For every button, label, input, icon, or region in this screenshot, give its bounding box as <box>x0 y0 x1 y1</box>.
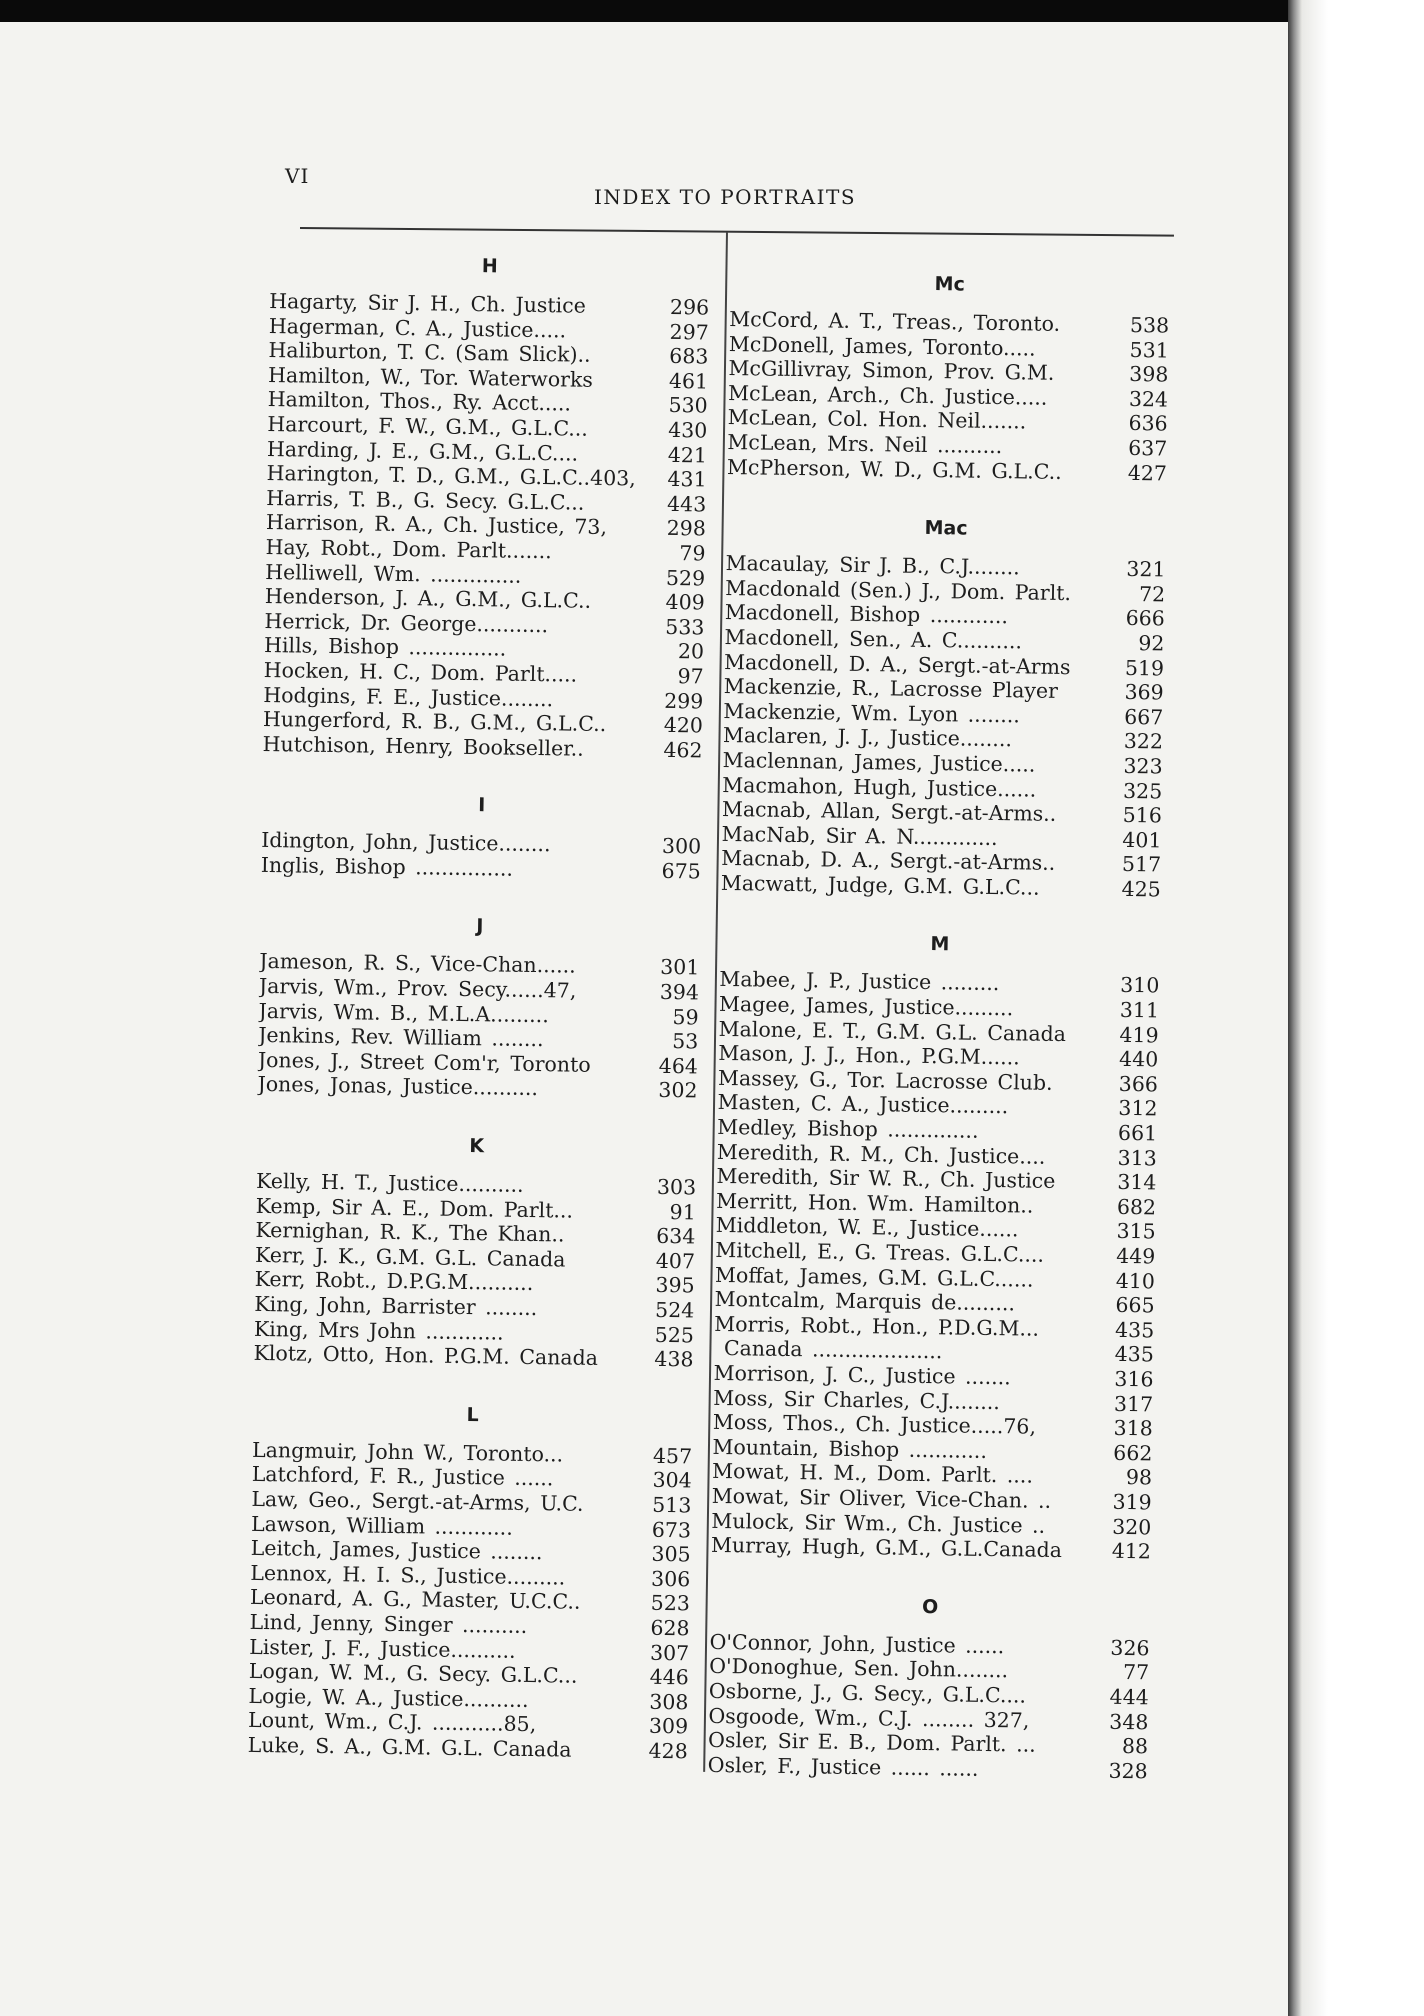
entry-name: Kerr, Robt., D.P.G.M.......... <box>254 1267 534 1296</box>
entry-name: McLean, Col. Hon. Neil....... <box>727 405 1027 434</box>
entry-page-number: 407 <box>655 1248 696 1274</box>
index-entry <box>262 732 702 763</box>
entry-name: Osler, Sir E. B., Dom. Parlt. ... <box>707 1727 1036 1757</box>
section-letter-heading: K <box>469 1135 485 1158</box>
entry-page-number: 395 <box>655 1273 695 1298</box>
entry-name: Mitchell, E., G. Treas. G.L.C.... <box>715 1237 1045 1267</box>
entry-page-number: 462 <box>663 737 703 763</box>
entry-page-number: 457 <box>652 1443 693 1469</box>
entry-page-number: 661 <box>1117 1120 1158 1146</box>
entry-name: Mackenzie, Wm. Lyon ........ <box>723 698 1021 728</box>
entry-name: Mason, J. J., Hon., P.G.M...... <box>718 1041 1020 1070</box>
scan-top-band <box>0 0 1424 22</box>
entry-name: Kelly, H. T., Justice.......... <box>255 1168 524 1197</box>
entry-name: Morrison, J. C., Justice ....... <box>713 1360 1011 1390</box>
entry-page-number: 428 <box>648 1738 688 1764</box>
entry-name: King, John, Barrister ........ <box>254 1291 538 1321</box>
entry-name: Osgoode, Wm., C.J. ........ 327, <box>708 1703 1030 1733</box>
index-section <box>708 1588 1151 1784</box>
entry-name: Mabee, J. P., Justice ......... <box>719 967 1000 996</box>
entry-page-number: 304 <box>652 1468 692 1493</box>
entry-name: Logan, W. M., G. Secy. G.L.C... <box>248 1658 578 1688</box>
entry-page-number: 20 <box>677 639 705 664</box>
entry-page-number: 401 <box>1122 827 1162 853</box>
entry-name: McPherson, W. D., G.M. G.L.C.. <box>726 454 1062 484</box>
entry-name: Hamilton, W., Tor. Waterworks <box>267 362 594 392</box>
entry-name: O'Connor, John, Justice ...... <box>709 1629 1005 1658</box>
entry-name: Moss, Thos., Ch. Justice.....76, <box>712 1410 1037 1439</box>
entry-page-number: 665 <box>1115 1293 1155 1318</box>
entry-name: Harding, J. E., G.M., G.L.C.... <box>266 436 579 466</box>
entry-page-number: 431 <box>667 467 707 492</box>
entry-page-number: 348 <box>1109 1709 1149 1734</box>
entry-name: Idington, John, Justice........ <box>261 828 551 857</box>
entry-page-number: 318 <box>1113 1415 1153 1441</box>
section-letter-heading: H <box>481 255 498 278</box>
entry-name: Osborne, J., G. Secy., G.L.C.... <box>708 1678 1027 1708</box>
entry-page-number: 667 <box>1124 704 1164 730</box>
entry-page-number: 409 <box>665 590 705 615</box>
left-column <box>247 247 710 1794</box>
entry-page-number: 319 <box>1112 1489 1152 1515</box>
entry-name: Jones, J., Street Com'r, Toronto <box>257 1047 591 1077</box>
entry-name: Hay, Robt., Dom. Parlt....... <box>265 534 552 564</box>
entry-page-number: 634 <box>656 1224 696 1249</box>
entry-page-number: 312 <box>1118 1096 1158 1121</box>
index-entry <box>708 1753 1148 1784</box>
entry-page-number: 427 <box>1127 460 1168 486</box>
entry-page-number: 683 <box>669 344 709 369</box>
entry-page-number: 516 <box>1122 802 1163 828</box>
entry-page-number: 314 <box>1117 1170 1157 1195</box>
entry-name: Kemp, Sir A. E., Dom. Parlt... <box>255 1193 574 1223</box>
index-section <box>253 1127 696 1372</box>
entry-page-number: 98 <box>1125 1465 1153 1490</box>
entry-page-number: 519 <box>1124 655 1165 681</box>
entry-name: Haliburton, T. C. (Sam Slick).. <box>268 338 591 367</box>
entry-page-number: 301 <box>660 955 700 980</box>
entry-name: Macnab, D. A., Sergt.-at-Arms.. <box>721 846 1056 876</box>
index-section <box>262 247 710 763</box>
entry-name: Jenkins, Rev. William ........ <box>258 1023 544 1052</box>
entry-page-number: 410 <box>1115 1268 1156 1294</box>
entry-page-number: 77 <box>1122 1660 1150 1685</box>
entry-name: Meredith, R. M., Ch. Justice.... <box>716 1139 1046 1169</box>
entry-page-number: 449 <box>1116 1243 1156 1269</box>
entry-page-number: 524 <box>654 1297 695 1323</box>
entry-name: Henderson, J. A., G.M., G.L.C.. <box>264 584 592 613</box>
entry-name: McDonell, James, Toronto..... <box>728 331 1036 361</box>
page-folio: VI <box>285 164 310 188</box>
entry-name: Lawson, William ............ <box>250 1511 514 1540</box>
entry-page-number: 298 <box>666 516 707 541</box>
entry-name: Langmuir, John W., Toronto... <box>251 1437 564 1467</box>
entry-name: Hagarty, Sir J. H., Ch. Justice <box>269 288 586 318</box>
entry-name: Lind, Jenny, Singer .......... <box>249 1609 528 1638</box>
entry-name: Helliwell, Wm. .............. <box>265 559 522 588</box>
entry-page-number: 310 <box>1120 973 1160 998</box>
entry-page-number: 444 <box>1109 1684 1149 1710</box>
entry-name: Mulock, Sir Wm., Ch. Justice .. <box>711 1508 1046 1538</box>
entry-name: Lount, Wm., C.J. ...........85, <box>247 1708 537 1737</box>
section-letter-heading: I <box>478 794 486 817</box>
entry-page-number: 461 <box>668 368 709 394</box>
entry-page-number: 662 <box>1113 1440 1153 1466</box>
entry-name: Merritt, Hon. Wm. Hamilton.. <box>715 1188 1034 1218</box>
entry-name: MacNab, Sir A. N............. <box>721 821 998 850</box>
entry-page-number: 306 <box>650 1566 691 1592</box>
index-entry <box>727 455 1167 486</box>
entry-name: Hamilton, Thos., Ry. Acct..... <box>267 387 572 416</box>
entry-name: Latchford, F. R., Justice ...... <box>251 1462 554 1491</box>
entry-name: Canada .................... <box>723 1336 943 1364</box>
entry-page-number: 666 <box>1125 606 1165 631</box>
entry-name: Law, Geo., Sergt.-at-Arms, U.C. <box>251 1486 584 1516</box>
entry-page-number: 637 <box>1128 435 1168 461</box>
entry-name: Mackenzie, R., Lacrosse Player <box>723 674 1059 704</box>
entry-page-number: 326 <box>1110 1635 1150 1661</box>
index-entry <box>257 1072 697 1103</box>
entry-page-number: 420 <box>663 712 704 738</box>
running-head: INDEX TO PORTRAITS <box>594 185 857 209</box>
entry-name: Lister, J. F., Justice.......... <box>249 1634 516 1663</box>
page-edge-shadow <box>1288 0 1424 2016</box>
entry-page-number: 369 <box>1124 680 1164 705</box>
entry-name: Lennox, H. I. S., Justice......... <box>250 1560 566 1590</box>
entry-page-number: 297 <box>669 319 709 345</box>
entry-page-number: 412 <box>1111 1538 1152 1564</box>
entry-name: McGillivray, Simon, Prov. G.M. <box>728 356 1055 386</box>
index-entry <box>248 1733 688 1764</box>
entry-name: Leonard, A. G., Master, U.C.C.. <box>249 1585 581 1615</box>
entry-page-number: 307 <box>649 1640 690 1665</box>
entry-name: McCord, A. T., Treas., Toronto. <box>729 306 1061 336</box>
index-section <box>721 509 1167 902</box>
entry-name: Harris, T. B., G. Secy. G.L.C... <box>266 485 585 515</box>
entry-page-number: 320 <box>1112 1514 1152 1539</box>
entry-page-number: 446 <box>649 1664 690 1690</box>
entry-page-number: 300 <box>661 834 702 859</box>
entry-name: Macdonell, Bishop ............ <box>724 600 1009 629</box>
entry-page-number: 513 <box>652 1492 692 1518</box>
entry-name: Masten, C. A., Justice......... <box>717 1090 1009 1119</box>
entry-page-number: 673 <box>651 1517 692 1542</box>
entry-page-number: 366 <box>1118 1071 1159 1097</box>
entry-page-number: 464 <box>658 1053 699 1079</box>
entry-name: McLean, Mrs. Neil .......... <box>727 429 1003 459</box>
index-page <box>0 22 1288 2016</box>
entry-name: Macdonell, D. A., Sergt.-at-Arms <box>723 649 1071 679</box>
section-letter-heading: O <box>921 1595 939 1618</box>
entry-page-number: 425 <box>1121 876 1161 902</box>
entry-page-number: 296 <box>669 294 710 320</box>
index-entry <box>721 871 1161 902</box>
entry-page-number: 72 <box>1138 581 1166 607</box>
entry-page-number: 538 <box>1129 312 1170 338</box>
entry-page-number: 79 <box>679 541 706 566</box>
entry-page-number: 398 <box>1129 362 1169 387</box>
entry-page-number: 315 <box>1116 1219 1156 1244</box>
entry-name: Inglis, Bishop ............... <box>260 852 514 881</box>
entry-name: Hocken, H. C., Dom. Parlt..... <box>263 657 578 687</box>
section-letter-heading: Mac <box>924 517 968 540</box>
entry-name: Montcalm, Marquis de......... <box>714 1287 1016 1316</box>
entry-name: Jarvis, Wm. B., M.L.A......... <box>258 998 550 1027</box>
entry-name: Klotz, Otto, Hon. P.G.M. Canada <box>253 1341 599 1371</box>
entry-page-number: 53 <box>671 1029 699 1054</box>
section-letter-heading: J <box>476 915 484 938</box>
entry-page-number: 305 <box>651 1541 691 1567</box>
entry-page-number: 309 <box>648 1714 689 1739</box>
index-section <box>727 265 1170 486</box>
entry-name: Jones, Jonas, Justice.......... <box>257 1072 539 1101</box>
entry-page-number: 675 <box>661 858 701 884</box>
entry-name: Jarvis, Wm., Prov. Secy......47, <box>258 973 577 1003</box>
entry-name: Macwatt, Judge, G.M. G.L.C... <box>720 870 1040 900</box>
entry-page-number: 91 <box>669 1199 696 1225</box>
entry-name: Luke, S. A., G.M. G.L. Canada <box>247 1732 572 1762</box>
entry-page-number: 299 <box>663 688 704 713</box>
entry-name: Macmahon, Hugh, Justice...... <box>722 772 1037 802</box>
entry-name: Harcourt, F. W., G.M., G.L.C... <box>267 411 589 441</box>
entry-name: Mountain, Bishop ............ <box>712 1434 988 1463</box>
entry-page-number: 421 <box>667 442 708 468</box>
entry-page-number: 88 <box>1121 1734 1149 1759</box>
entry-name: Hungerford, R. B., G.M., G.L.C.. <box>262 707 607 737</box>
entry-page-number: 628 <box>650 1615 690 1641</box>
entry-page-number: 303 <box>656 1174 697 1200</box>
entry-name: Massey, G., Tor. Lacrosse Club. <box>717 1065 1053 1095</box>
entry-name: Murray, Hugh, G.M., G.L.Canada <box>710 1532 1063 1563</box>
entry-page-number: 311 <box>1119 997 1160 1023</box>
entry-name: Leitch, James, Justice ........ <box>250 1536 543 1565</box>
entry-page-number: 308 <box>649 1689 689 1715</box>
entry-name: Moss, Sir Charles, C.J........ <box>713 1385 1001 1414</box>
entry-page-number: 533 <box>665 614 705 640</box>
entry-page-number: 636 <box>1128 411 1168 436</box>
entry-page-number: 531 <box>1129 337 1169 363</box>
entry-page-number: 435 <box>1114 1317 1155 1343</box>
entry-name: Maclennan, James, Justice..... <box>722 747 1036 777</box>
entry-name: Magee, James, Justice......... <box>718 991 1014 1021</box>
entry-name: Moffat, James, G.M. G.L.C...... <box>714 1262 1034 1292</box>
entry-name: Jameson, R. S., Vice-Chan...... <box>259 949 576 979</box>
entry-name: Mowat, H. M., Dom. Parlt. .... <box>711 1459 1034 1488</box>
entry-name: Malone, E. T., G.M. G.L. Canada <box>718 1016 1067 1046</box>
entry-page-number: 438 <box>654 1347 694 1372</box>
entry-page-number: 394 <box>659 979 700 1005</box>
section-letter-heading: L <box>466 1403 479 1427</box>
entry-name: O'Donoghue, Sen. John........ <box>709 1654 1009 1683</box>
entry-name: Macnab, Allan, Sergt.-at-Arms.. <box>721 797 1057 826</box>
index-section <box>257 907 700 1103</box>
entry-page-number: 97 <box>677 664 704 689</box>
entry-name: Hagerman, C. A., Justice..... <box>268 313 567 342</box>
entry-page-number: 530 <box>668 393 708 418</box>
entry-page-number: 517 <box>1121 852 1162 877</box>
entry-name: Hills, Bishop ............... <box>263 633 507 661</box>
entry-page-number: 316 <box>1114 1366 1154 1392</box>
entry-page-number: 325 <box>1122 778 1163 803</box>
entry-page-number: 59 <box>672 1004 699 1030</box>
entry-name: Macaulay, Sir J. B., C.J........ <box>725 551 1020 580</box>
entry-name: Macdonald (Sen.) J., Dom. Parlt. <box>725 575 1072 605</box>
entry-name: Morris, Robt., Hon., P.D.G.M... <box>714 1311 1040 1341</box>
entry-name: Macdonell, Sen., A. C.......... <box>724 624 1023 654</box>
entry-name: Kerr, J. K., G.M. G.L. Canada <box>254 1242 566 1272</box>
entry-page-number: 682 <box>1116 1194 1157 1220</box>
entry-page-number: 92 <box>1138 631 1165 656</box>
entry-page-number: 529 <box>665 565 706 591</box>
entry-page-number: 440 <box>1118 1047 1159 1072</box>
index-section <box>711 925 1160 1564</box>
index-section <box>261 786 702 884</box>
entry-name: Hutchison, Henry, Bookseller.. <box>262 731 584 761</box>
right-column <box>707 265 1170 1814</box>
index-entry <box>261 853 701 884</box>
index-entry <box>711 1533 1151 1564</box>
header-rule <box>300 227 1174 237</box>
entry-page-number: 430 <box>668 417 708 443</box>
entry-page-number: 313 <box>1117 1145 1157 1171</box>
entry-name: Medley, Bishop .............. <box>717 1114 979 1143</box>
index-section <box>248 1396 693 1764</box>
entry-name: Maclaren, J. J., Justice........ <box>722 723 1013 752</box>
entry-page-number: 419 <box>1119 1022 1159 1048</box>
index-entry <box>253 1341 693 1372</box>
entry-page-number: 302 <box>658 1078 698 1103</box>
entry-page-number: 317 <box>1113 1391 1154 1416</box>
entry-name: Logie, W. A., Justice.......... <box>248 1683 529 1712</box>
entry-page-number: 328 <box>1108 1758 1148 1784</box>
entry-page-number: 323 <box>1123 753 1163 779</box>
entry-name: Herrick, Dr. George........... <box>264 608 549 637</box>
entry-page-number: 321 <box>1126 557 1166 582</box>
section-letter-heading: Mc <box>934 273 965 296</box>
entry-page-number: 322 <box>1123 729 1164 754</box>
section-letter-heading: M <box>930 933 950 956</box>
entry-name: Kernighan, R. K., The Khan.. <box>255 1218 565 1247</box>
entry-page-number: 435 <box>1114 1342 1155 1367</box>
entry-page-number: 523 <box>650 1591 691 1616</box>
entry-name: Osler, F., Justice ...... ...... <box>707 1752 979 1781</box>
entry-name: Hodgins, F. E., Justice........ <box>263 682 554 711</box>
entry-name: Harrison, R. A., Ch. Justice, 73, <box>265 510 608 540</box>
entry-name: Middleton, W. E., Justice...... <box>715 1213 1019 1242</box>
entry-page-number: 324 <box>1128 386 1169 412</box>
entry-name: Harington, T. D., G.M., G.L.C..403, <box>266 461 636 491</box>
entry-name: Meredith, Sir W. R., Ch. Justice <box>716 1164 1056 1194</box>
entry-name: King, Mrs John ............ <box>253 1316 504 1345</box>
entry-page-number: 525 <box>654 1322 695 1348</box>
entry-name: Mowat, Sir Oliver, Vice-Chan. .. <box>711 1483 1052 1513</box>
entry-name: McLean, Arch., Ch. Justice..... <box>727 380 1048 410</box>
entry-page-number: 443 <box>666 491 707 517</box>
